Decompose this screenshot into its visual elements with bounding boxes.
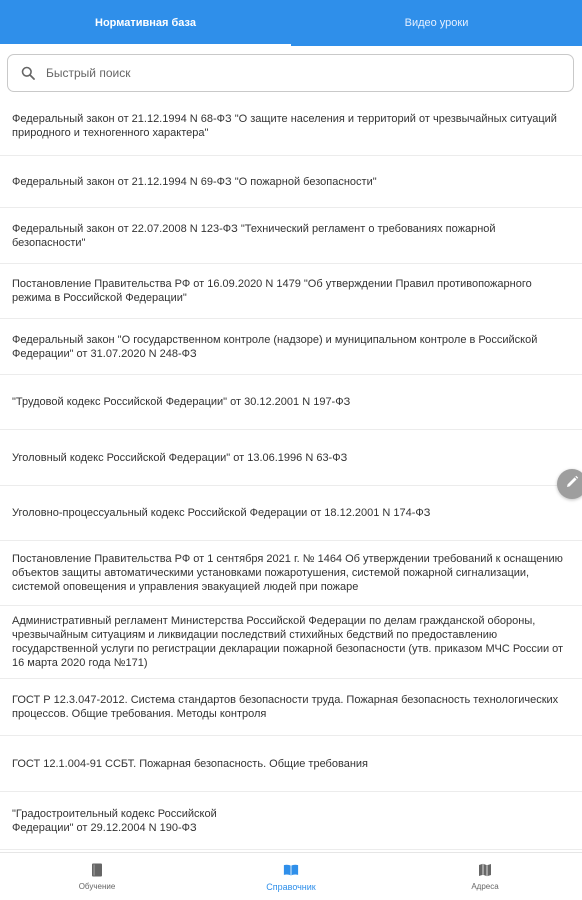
list-item-text: ГОСТ Р 12.3.047-2012. Система стандартов безопасности труда. Пожарная безопасность технологических процессов. Общие требования. Методы контроля — [12, 694, 559, 720]
nav-item-addresses[interactable] — [388, 853, 582, 900]
list-item-text: Административный регламент Министерства Российской Федерации по делам гражданской обороны, чрезвычайным ситуациям и ликвидации последствий стихийных бедствий по предоставлению государственной услуги по регистрации декларации пожарной безопасности (утв. приказом МЧС России от 16 марта 2020 года №171) — [12, 615, 564, 669]
list-item-text: Уголовно-процессуальный кодекс Российской Федерации от 18.12.2001 N 174-ФЗ — [12, 507, 431, 519]
list-item[interactable] — [0, 96, 582, 156]
nav-item-learning[interactable] — [0, 853, 194, 900]
pencil-icon — [565, 475, 579, 494]
tab-video-lessons[interactable]: Видео уроки — [404, 17, 469, 29]
search-input[interactable] — [46, 66, 526, 80]
list-item[interactable] — [0, 156, 582, 208]
bottom-navigation — [0, 852, 582, 900]
search-box — [7, 54, 574, 92]
list-item-text: "Трудовой кодекс Российской Федерации" от 30.12.2001 N 197-ФЗ — [12, 396, 351, 408]
nav-item-reference[interactable] — [194, 853, 388, 900]
list-item[interactable] — [0, 679, 582, 736]
nav-item-label: Справочник — [266, 881, 316, 892]
list-item-text: Постановление Правительства РФ от 16.09.2020 N 1479 "Об утверждении Правил противопожарного режима в Российской Федерации" — [12, 278, 532, 304]
list-item-text: Уголовный кодекс Российской Федерации" от 13.06.1996 N 63-ФЗ — [12, 451, 348, 464]
map-icon — [477, 862, 493, 878]
book-icon — [89, 862, 105, 878]
list-item[interactable] — [0, 792, 582, 850]
list-item[interactable] — [0, 541, 582, 606]
list-item-text: "Градостроительный кодекс Российской Федерации" от 29.12.2004 N 190-ФЗ — [12, 807, 217, 834]
list-item[interactable] — [0, 208, 582, 264]
list-item-text: Федеральный закон от 21.12.1994 N 69-ФЗ "О пожарной безопасности" — [12, 175, 377, 188]
document-list — [0, 96, 582, 852]
nav-item-label: Адреса — [471, 882, 499, 891]
edit-fab[interactable] — [557, 469, 582, 499]
list-item-text: Постановление Правительства РФ от 1 сентября 2021 г. № 1464 Об утверждении требований к оснащению объектов защиты автоматическими установками пожаротушения, системой пожарной сигнализации, системой оповещения и управления эвакуацией людей при пожаре — [12, 553, 563, 593]
list-item[interactable] — [0, 264, 582, 319]
open-book-icon — [283, 862, 299, 878]
list-item-text: Федеральный закон от 21.12.1994 N 68-ФЗ "О защите населения и территорий от чрезвычайных ситуаций природного и техногенного характера" — [12, 112, 557, 139]
nav-item-label: Обучение — [78, 882, 116, 891]
tab-normative-base[interactable]: Нормативная база — [0, 0, 291, 46]
list-item[interactable] — [0, 430, 582, 486]
list-item-text: Федеральный закон от 22.07.2008 N 123-ФЗ "Технический регламент о требованиях пожарной безопасности" — [12, 222, 496, 249]
list-item[interactable] — [0, 486, 582, 541]
list-item-text: ГОСТ 12.1.004-91 ССБТ. Пожарная безопасность. Общие требования — [12, 757, 368, 770]
list-item[interactable] — [0, 375, 582, 430]
top-tab-bar — [0, 0, 582, 46]
search-icon — [20, 65, 36, 81]
list-item[interactable] — [0, 606, 582, 679]
list-item[interactable] — [0, 736, 582, 792]
list-item[interactable] — [0, 319, 582, 375]
list-item-text: Федеральный закон "О государственном контроле (надзоре) и муниципальном контроле в Российской Федерации" от 31.07.2020 N 248-ФЗ — [12, 333, 538, 360]
